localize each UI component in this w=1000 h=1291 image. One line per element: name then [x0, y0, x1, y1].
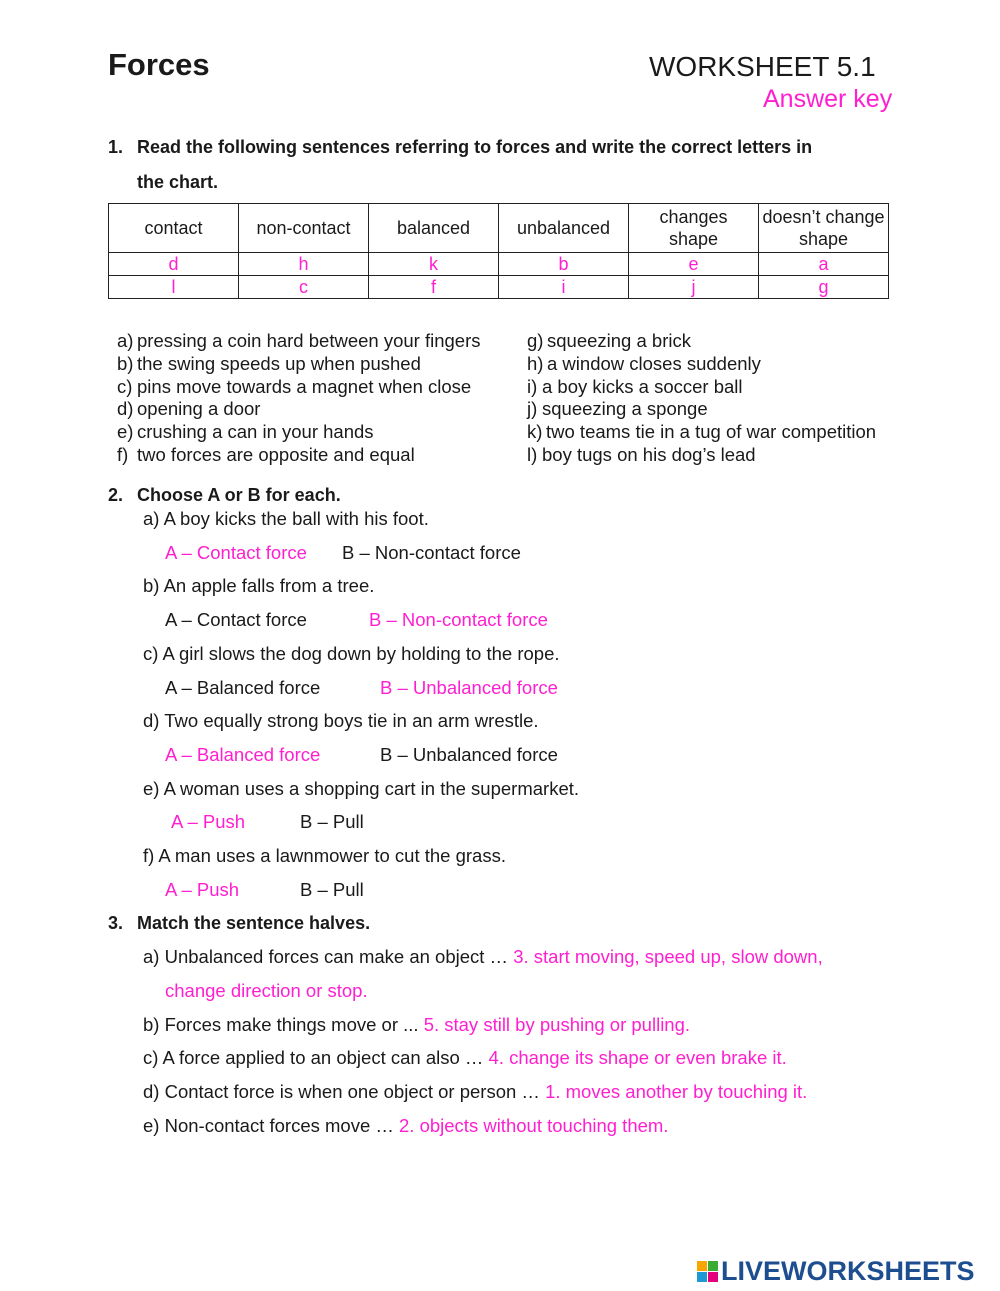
- chart-answer-cell[interactable]: d: [109, 253, 239, 276]
- sentence-text: opening a door: [137, 398, 261, 419]
- chart-answer-cell[interactable]: c: [239, 276, 369, 299]
- q3-item: [143, 946, 823, 968]
- option-b[interactable]: B – Non-contact force: [342, 542, 521, 563]
- worksheet-number: WORKSHEET 5.1: [649, 51, 876, 82]
- q3-item: [143, 1115, 668, 1137]
- q2-stem: e) A woman uses a shopping cart in the supermarket.: [143, 778, 580, 799]
- option-b[interactable]: B – Unbalanced force: [380, 677, 558, 698]
- answer-key-label: Answer key: [763, 85, 893, 113]
- chart-answer-cell[interactable]: f: [369, 276, 499, 299]
- liveworksheets-logo[interactable]: [697, 1256, 975, 1287]
- q2-stem: f) A man uses a lawnmower to cut the grass.: [143, 845, 506, 866]
- q2-stem: a) A boy kicks the ball with his foot.: [143, 508, 429, 529]
- chart-answer-cell[interactable]: e: [629, 253, 759, 276]
- chart-answer-cell[interactable]: h: [239, 253, 369, 276]
- q3-answer: 1. moves another by touching it.: [545, 1081, 808, 1102]
- sentence-letter: c): [117, 376, 133, 397]
- sentence-item: [117, 376, 471, 398]
- q3-stem: e) Non-contact forces move …: [143, 1115, 400, 1136]
- option-a[interactable]: A – Push: [171, 811, 246, 832]
- option-b[interactable]: B – Unbalanced force: [380, 744, 558, 765]
- sentence-item: [117, 353, 421, 375]
- sentence-letter: k): [527, 421, 543, 442]
- chart-answer-cell[interactable]: j: [629, 276, 759, 299]
- sentence-text: two teams tie in a tug of war competition: [546, 421, 877, 442]
- sentence-letter: e): [117, 421, 134, 442]
- sentence-item: [527, 353, 761, 375]
- sentence-item: [527, 421, 876, 443]
- q3-answer: 5. stay still by pushing or pulling.: [423, 1014, 691, 1035]
- option-a[interactable]: A – Balanced force: [165, 677, 321, 698]
- chart-header-cell: balanced: [369, 204, 499, 253]
- sentence-item: [117, 330, 480, 352]
- sentence-letter: h): [527, 353, 544, 374]
- sentence-text: the swing speeds up when pushed: [137, 353, 421, 374]
- logo-block: [697, 1261, 707, 1271]
- chart-header-cell: unbalanced: [499, 204, 629, 253]
- q3-answer: 2. objects without touching them.: [399, 1115, 669, 1136]
- chart-answer-cell[interactable]: i: [499, 276, 629, 299]
- chart-header-row: [109, 204, 889, 253]
- sentence-item: [527, 376, 743, 398]
- chart-header-cell: non-contact: [239, 204, 369, 253]
- q2-stem: d) Two equally strong boys tie in an arm wrestle.: [143, 710, 539, 731]
- option-a[interactable]: A – Contact force: [165, 609, 307, 630]
- sentence-item: [117, 444, 415, 466]
- chart-answer-cell[interactable]: a: [759, 253, 889, 276]
- logo-text: LIVEWORKSHEETS: [721, 1256, 975, 1286]
- page-title: Forces: [108, 47, 210, 82]
- q3-answer: 4. change its shape or even brake it.: [488, 1047, 787, 1068]
- chart-header-cell: doesn’t change shape: [759, 204, 889, 253]
- sentence-text: two forces are opposite and equal: [137, 444, 415, 465]
- sentence-letter: a): [117, 330, 134, 351]
- q3-answer: 3. start moving, speed up, slow down,: [513, 946, 823, 967]
- chart-header-cell: contact: [109, 204, 239, 253]
- option-b[interactable]: B – Pull: [300, 879, 364, 900]
- sentence-text: pins move towards a magnet when close: [137, 376, 472, 397]
- q2-stem: b) An apple falls from a tree.: [143, 575, 375, 596]
- sentence-letter: g): [527, 330, 544, 351]
- q1-number: 1.: [108, 137, 124, 157]
- sentence-item: [527, 398, 708, 420]
- sentence-text: a window closes suddenly: [547, 353, 761, 374]
- logo-blocks-icon: [697, 1261, 718, 1282]
- sentence-item: [527, 330, 691, 352]
- q1-prompt-line2: the chart.: [137, 172, 219, 192]
- sentence-text: boy tugs on his dog’s lead: [542, 444, 756, 465]
- logo-block: [708, 1261, 718, 1271]
- q2-number: 2.: [108, 485, 124, 505]
- q3-item: [143, 1047, 787, 1069]
- chart-answer-cell[interactable]: l: [109, 276, 239, 299]
- sentence-text: a boy kicks a soccer ball: [542, 376, 743, 397]
- option-b[interactable]: B – Pull: [300, 811, 364, 832]
- q1-prompt-line1: Read the following sentences referring to forces and write the correct letters in: [137, 137, 813, 157]
- chart-answer-row: [109, 276, 889, 299]
- sentence-item: [117, 398, 260, 420]
- q3-stem: b) Forces make things move or ...: [143, 1014, 424, 1035]
- sentence-item: [117, 421, 374, 443]
- sentence-text: squeezing a brick: [547, 330, 691, 351]
- q3-number: 3.: [108, 913, 124, 933]
- q3-prompt: Match the sentence halves.: [137, 913, 371, 933]
- sentence-letter: b): [117, 353, 134, 374]
- q3-stem: a) Unbalanced forces can make an object …: [143, 946, 514, 967]
- q3-answer-continued: change direction or stop.: [165, 980, 368, 1001]
- sentence-letter: d): [117, 398, 134, 419]
- logo-block: [697, 1272, 707, 1282]
- option-a[interactable]: A – Push: [165, 879, 240, 900]
- q3-item: [143, 1014, 690, 1036]
- sentence-text: squeezing a sponge: [542, 398, 708, 419]
- sentence-letter: l): [527, 444, 538, 465]
- sentence-item: [527, 444, 756, 466]
- chart-header-cell: changes shape: [629, 204, 759, 253]
- chart-answer-cell[interactable]: g: [759, 276, 889, 299]
- logo-block: [708, 1272, 718, 1282]
- sentence-letter: f): [117, 444, 129, 465]
- option-b[interactable]: B – Non-contact force: [369, 609, 548, 630]
- sentence-text: crushing a can in your hands: [137, 421, 374, 442]
- forces-chart: [108, 203, 889, 299]
- q2-stem: c) A girl slows the dog down by holding to the rope.: [143, 643, 560, 664]
- chart-answer-cell[interactable]: b: [499, 253, 629, 276]
- q2-prompt: Choose A or B for each.: [137, 485, 341, 505]
- q3-stem: c) A force applied to an object can also …: [143, 1047, 489, 1068]
- sentence-letter: i): [527, 376, 538, 397]
- q3-item: [143, 1081, 807, 1103]
- sentence-text: pressing a coin hard between your fingers: [137, 330, 481, 351]
- q3-stem: d) Contact force is when one object or person …: [143, 1081, 546, 1102]
- chart-answer-cell[interactable]: k: [369, 253, 499, 276]
- chart-answer-row: [109, 253, 889, 276]
- option-a[interactable]: A – Contact force: [165, 542, 307, 563]
- sentence-letter: j): [527, 398, 538, 419]
- option-a[interactable]: A – Balanced force: [165, 744, 321, 765]
